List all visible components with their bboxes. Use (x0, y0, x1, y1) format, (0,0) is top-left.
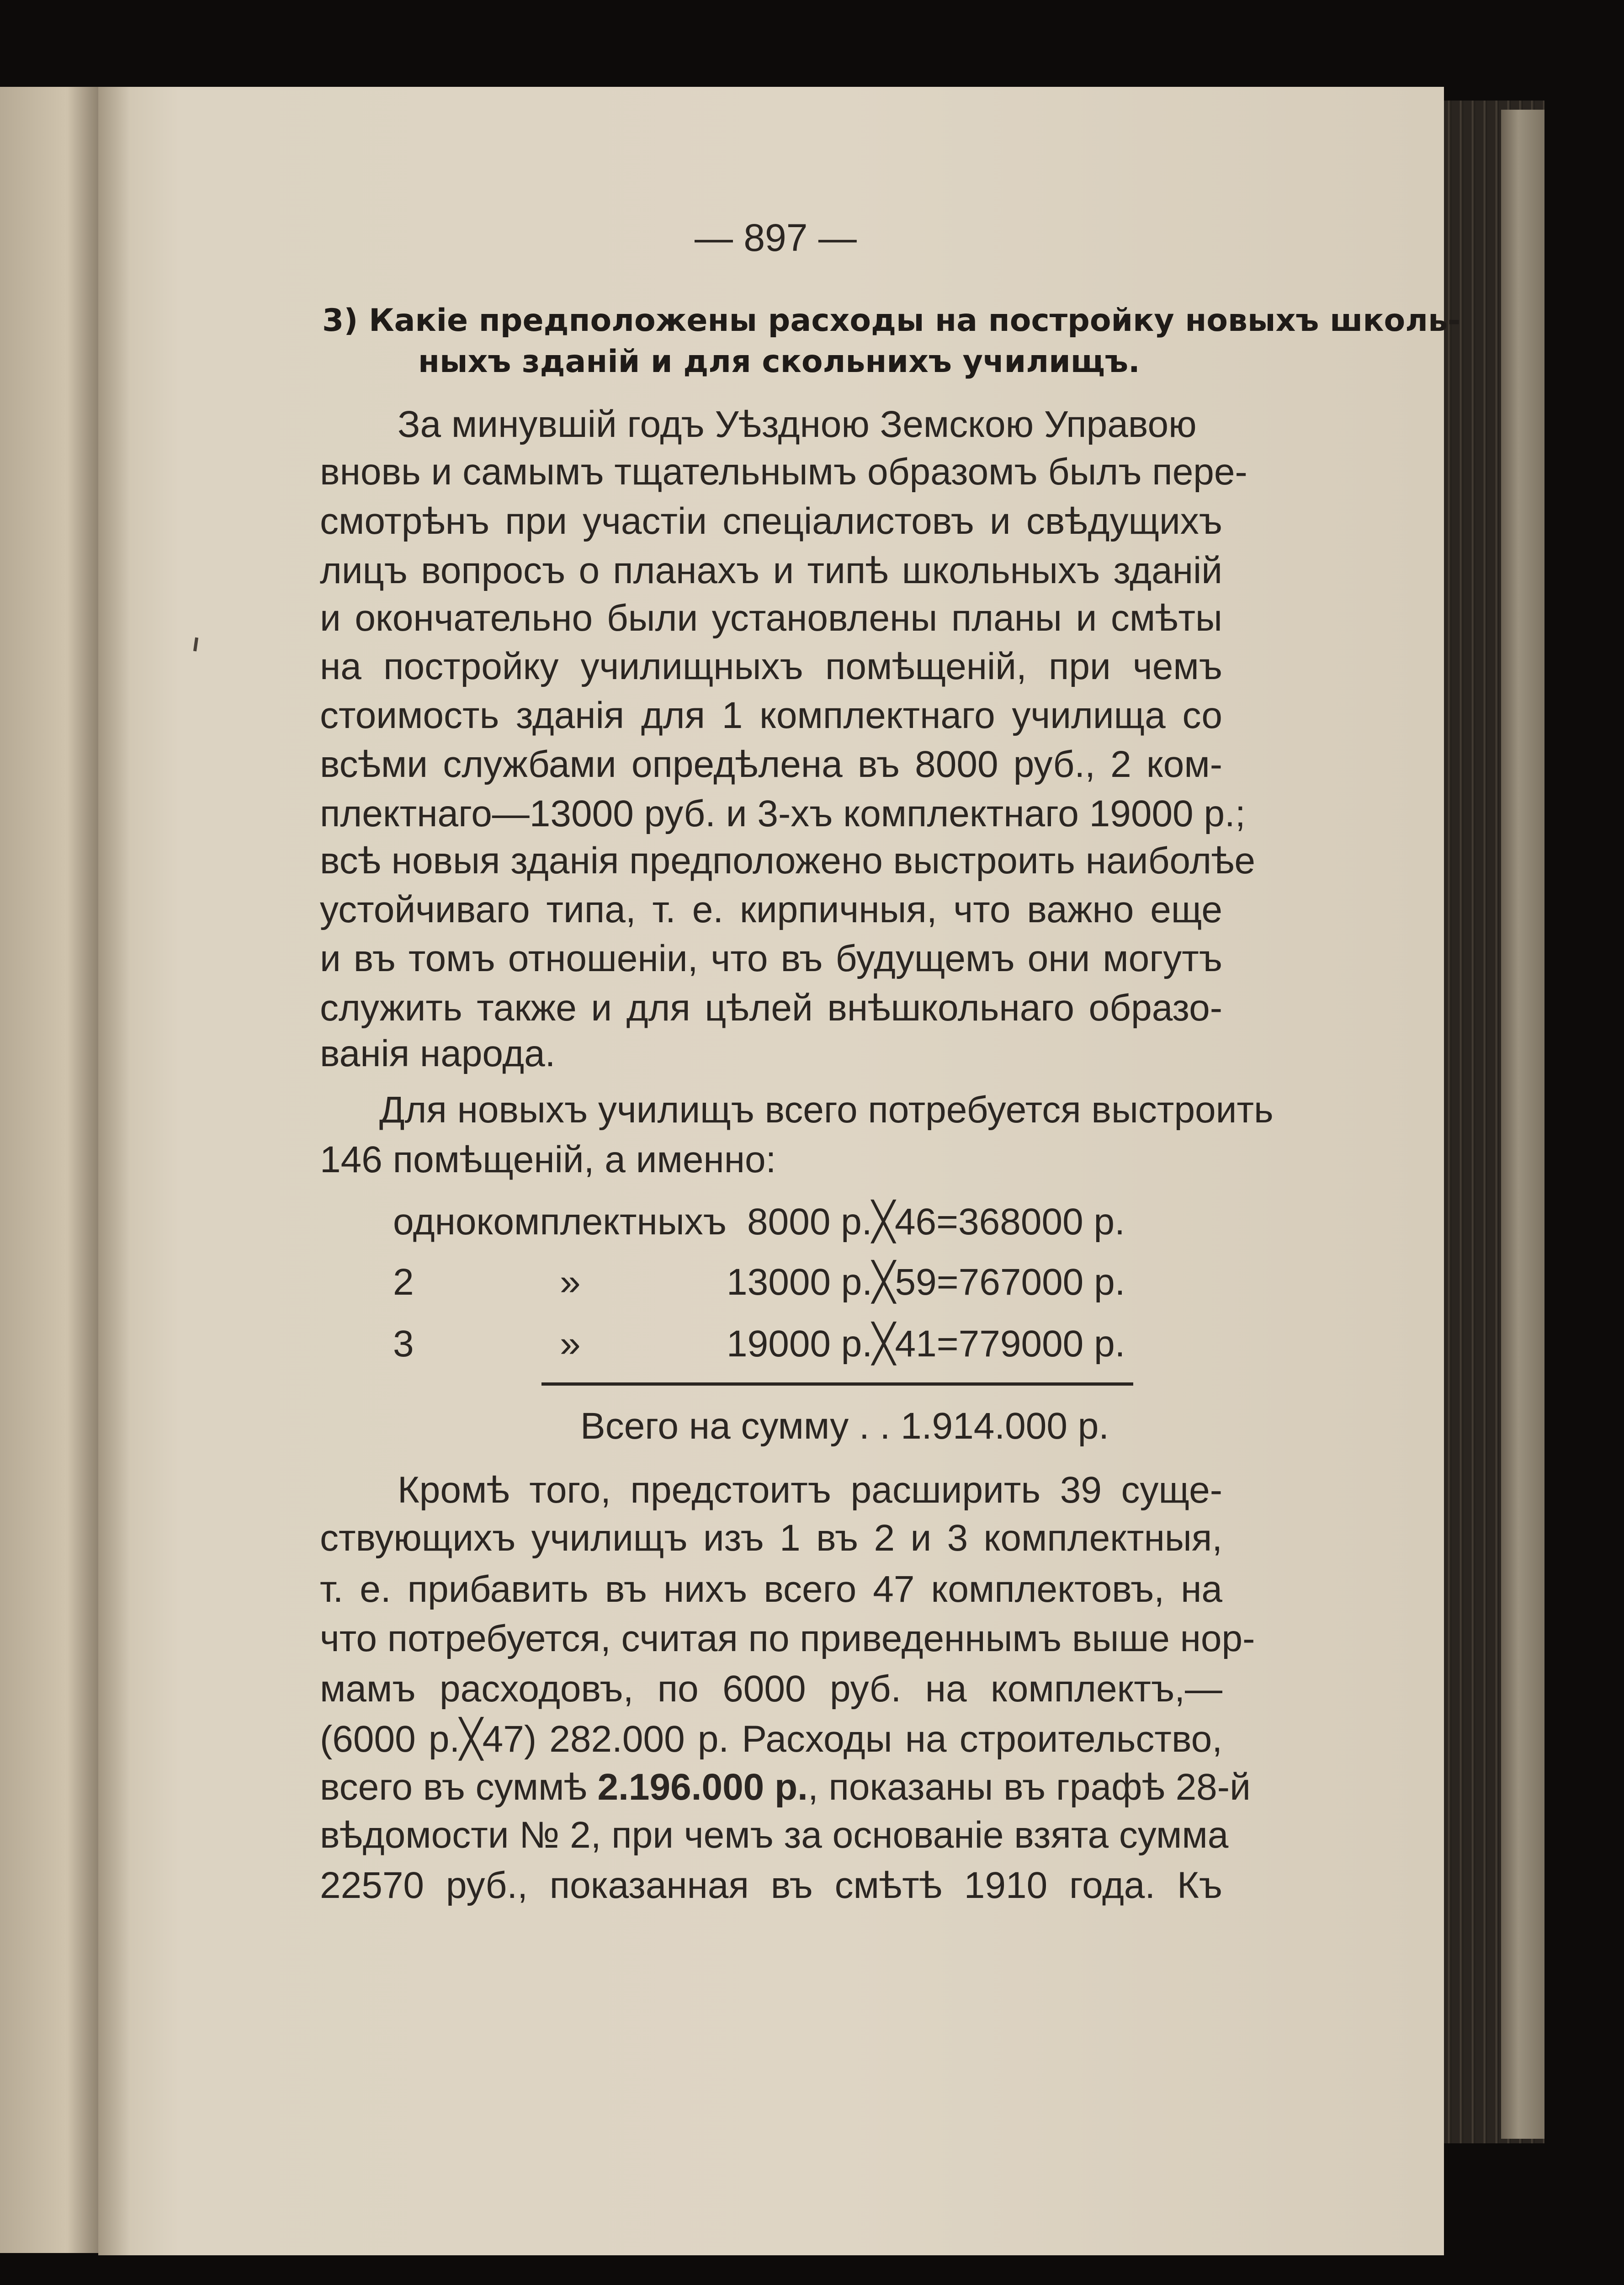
paragraph-1-line: всѣ новыя зданія предположено выстроить наиболѣе (320, 840, 1255, 882)
paragraph-1-line: плектнаго—13000 руб. и 3-хъ комплектнаго 19000 р.; (320, 793, 1246, 834)
paragraph-1-line: служить также и для цѣлей внѣшкольнаго образо- (320, 987, 1222, 1029)
table-row-calc: 19000 р.╳41=779000 р. (727, 1323, 1125, 1365)
paragraph-3-line: мамъ расходовъ, по 6000 руб. на комплектъ,— (320, 1668, 1222, 1710)
sum-rule (541, 1382, 1133, 1386)
paragraph-3-line: вѣдомости № 2, при чемъ за основаніе взята сумма (320, 1814, 1229, 1856)
paragraph-3-line: (6000 р.╳47) 282.000 р. Расходы на строительство, (320, 1718, 1222, 1760)
paragraph-1-line: вновь и самымъ тщательнымъ образомъ былъ пере- (320, 451, 1247, 493)
paragraph-3-line: ствующихъ училищъ изъ 1 въ 2 и 3 комплектныя, (320, 1517, 1222, 1559)
paragraph-3-line: Кромѣ того, предстоитъ расширить 39 суще- (398, 1469, 1222, 1511)
paragraph-2-line: Для новыхъ училищъ всего потребуется выстроить (379, 1089, 1274, 1131)
paragraph-1-line: и въ томъ отношеніи, что въ будущемъ они могутъ (320, 938, 1222, 979)
section-heading-line-1: 3) Какіе предположены расходы на постройку новыхъ школь- (322, 303, 1461, 339)
table-row-ditto: » (560, 1323, 581, 1365)
book-fore-edge (1501, 110, 1544, 2139)
paragraph-3-line-with-bold (320, 1766, 1251, 1808)
paragraph-1-line: на постройку училищныхъ помѣщеній, при чемъ (320, 646, 1222, 687)
paragraph-3-line: т. е. прибавить въ нихъ всего 47 комплектовъ, на (320, 1568, 1222, 1610)
section-heading-line-2: ныхъ зданій и для скольнихъ училищъ. (418, 344, 1140, 380)
paragraph-3-line: 22570 руб., показанная въ смѣтѣ 1910 года. Къ (320, 1865, 1222, 1906)
paragraph-1-line: лицъ вопросъ о планахъ и типѣ школьныхъ зданій (320, 550, 1222, 591)
paragraph-2-line: 146 помѣщеній, а именно: (320, 1139, 776, 1180)
paragraph-1-line: стоимость зданія для 1 комплектнаго училища со (320, 695, 1222, 736)
paragraph-1-line: За минувшій годъ Уѣздною Земскою Управою (398, 404, 1197, 445)
table-row-label: однокомплектныхъ (393, 1201, 727, 1243)
paragraph-3-line: что потребуется, считая по приведеннымъ выше нор- (320, 1618, 1255, 1659)
table-row-calc: 8000 р.╳46=368000 р. (747, 1201, 1125, 1243)
total-amount-bold: 2.196.000 р. (597, 1766, 808, 1808)
paragraph-1-line: устойчиваго типа, т. е. кирпичныя, что важно еще (320, 889, 1222, 930)
table-row-calc: 13000 р.╳59=767000 р. (727, 1261, 1125, 1303)
paragraph-1-line: смотрѣнъ при участіи спеціалистовъ и свѣдущихъ (320, 500, 1222, 542)
page-number: — 897 — (695, 216, 857, 259)
table-total: Всего на сумму . . 1.914.000 р. (580, 1405, 1109, 1447)
page-gutter-shadow (98, 87, 130, 2255)
table-row-label: 3 (393, 1323, 414, 1365)
paragraph-3-text: всего въ суммѣ (320, 1766, 598, 1808)
table-row-label: 2 (393, 1261, 414, 1303)
paragraph-3-text: , показаны въ графѣ 28-й (807, 1766, 1251, 1808)
paragraph-1-line: всѣми службами опредѣлена въ 8000 руб., 2 ком- (320, 744, 1222, 785)
table-row-ditto: » (560, 1261, 581, 1303)
paragraph-1-line: и окончательно были установлены планы и смѣты (320, 597, 1222, 639)
paragraph-1-line: ванія народа. (320, 1033, 556, 1074)
